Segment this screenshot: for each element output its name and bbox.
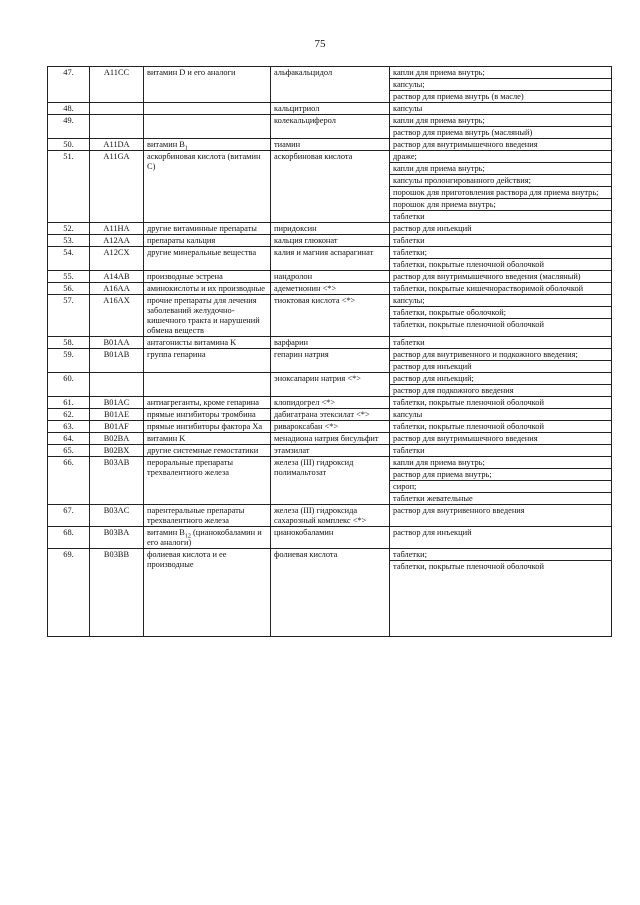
dosage-form-item: капсулы — [393, 410, 423, 419]
drug-name-cell: этамзилат — [271, 445, 390, 457]
row-number-cell: 57. — [48, 295, 90, 337]
table-row — [48, 349, 612, 373]
dosage-form-item: раствор для приема внутрь (в масле) — [393, 92, 524, 101]
group-text: прямые ингибиторы фактора Xa — [147, 422, 263, 431]
anatomic-group-cell — [144, 505, 271, 527]
row-number-cell: 68. — [48, 527, 90, 549]
group-text: группа гепарина — [147, 350, 206, 359]
table-row — [48, 115, 612, 139]
atc-code-cell: A12AA — [90, 235, 144, 247]
table-row — [48, 373, 612, 397]
dosage-forms-cell — [390, 103, 612, 115]
dosage-form-item: таблетки, покрытые пленочной оболочкой — [393, 260, 544, 269]
dosage-forms-cell — [390, 115, 612, 139]
drug-name-cell: фолиевая кислота — [271, 549, 390, 637]
group-text: другие системные гемостатики — [147, 446, 259, 455]
anatomic-group-cell — [144, 67, 271, 103]
table-row — [48, 235, 612, 247]
anatomic-group-cell — [144, 295, 271, 337]
dosage-forms-cell — [390, 283, 612, 295]
atc-code-cell: B03BA — [90, 527, 144, 549]
atc-code-cell: B01AE — [90, 409, 144, 421]
dosage-forms-cell — [390, 527, 612, 549]
anatomic-group-cell — [144, 247, 271, 271]
dosage-forms-cell — [390, 271, 612, 283]
atc-code-cell: A14AB — [90, 271, 144, 283]
group-text: витамин B — [147, 140, 185, 149]
drug-name-cell: калия и магния аспарагинат — [271, 247, 390, 271]
group-text: парентеральные препараты трехвалентного железа — [147, 506, 245, 525]
drug-name-cell: кальцитриол — [271, 103, 390, 115]
anatomic-group-cell — [144, 223, 271, 235]
row-number-cell: 64. — [48, 433, 90, 445]
dosage-form-item: сироп; — [390, 481, 611, 493]
drug-name-cell: дабигатрана этексилат <*> — [271, 409, 390, 421]
table-row — [48, 505, 612, 527]
dosage-form-item: таблетки, покрытые кишечнорастворимой оболочкой — [393, 284, 584, 293]
dosage-form-item: таблетки, покрытые пленочной оболочкой — [393, 422, 544, 431]
dosage-forms-cell — [390, 457, 612, 505]
dosage-forms-cell — [390, 421, 612, 433]
table-row — [48, 223, 612, 235]
drug-name-cell: альфакальцидол — [271, 67, 390, 103]
dosage-forms-cell — [390, 247, 612, 271]
dosage-form-item: таблетки жевательные — [393, 494, 473, 503]
row-number-cell: 66. — [48, 457, 90, 505]
anatomic-group-cell — [144, 397, 271, 409]
group-subscript: 12 — [184, 533, 191, 540]
dosage-form-item: раствор для инъекций — [393, 362, 472, 371]
dosage-form-item: порошок для приготовления раствора для приема внутрь; — [390, 187, 611, 199]
group-text: антиагреганты, кроме гепарина — [147, 398, 260, 407]
dosage-forms-cell — [390, 295, 612, 337]
group-text: прочие препараты для лечения заболеваний желудочно-кишечного тракта и нарушений обмена веществ — [147, 296, 260, 335]
row-number-cell: 49. — [48, 115, 90, 139]
dosage-form-item: таблетки; — [390, 549, 611, 561]
dosage-forms-cell — [390, 223, 612, 235]
row-number-cell: 58. — [48, 337, 90, 349]
table-row — [48, 271, 612, 283]
dosage-forms-cell — [390, 139, 612, 151]
page-number: 75 — [314, 38, 326, 50]
dosage-forms-cell — [390, 373, 612, 397]
group-text: витамин D и его аналоги — [147, 68, 236, 77]
drug-name-cell: менадиона натрия бисульфит — [271, 433, 390, 445]
row-number-cell: 51. — [48, 151, 90, 223]
group-text: аминокислоты и их производные — [147, 284, 265, 293]
drug-name-cell: цианокобаламин — [271, 527, 390, 549]
row-number-cell: 53. — [48, 235, 90, 247]
dosage-form-item: таблетки — [393, 446, 425, 455]
row-number-cell: 60. — [48, 373, 90, 397]
atc-code-cell: A12CX — [90, 247, 144, 271]
dosage-form-item: таблетки — [393, 338, 425, 347]
table-row — [48, 337, 612, 349]
anatomic-group-cell — [144, 235, 271, 247]
drug-name-cell: железа (III) гидроксид полимальтозат — [271, 457, 390, 505]
dosage-forms-cell — [390, 151, 612, 223]
anatomic-group-cell — [144, 409, 271, 421]
atc-code-cell: B01AF — [90, 421, 144, 433]
table-row — [48, 457, 612, 505]
table-row — [48, 549, 612, 637]
atc-code-cell: B03AC — [90, 505, 144, 527]
anatomic-group-cell — [144, 433, 271, 445]
table-row — [48, 433, 612, 445]
drug-name-cell: тиамин — [271, 139, 390, 151]
dosage-form-item: раствор для внутримышечного введения — [393, 140, 538, 149]
group-text: препараты кальция — [147, 236, 216, 245]
anatomic-group-cell — [144, 527, 271, 549]
drug-name-cell: эноксапарин натрия <*> — [271, 373, 390, 397]
drug-name-cell: железа (III) гидроксида сахарозный комплекс <*> — [271, 505, 390, 527]
group-text: производные эстрена — [147, 272, 223, 281]
dosage-form-item: таблетки; — [390, 247, 611, 259]
atc-code-cell: B03BB — [90, 549, 144, 637]
drug-name-cell: кальция глюконат — [271, 235, 390, 247]
row-number-cell: 56. — [48, 283, 90, 295]
atc-code-cell: A11DA — [90, 139, 144, 151]
dosage-form-item: раствор для подкожного введения — [393, 386, 514, 395]
dosage-form-item: капсулы пролонгированного действия; — [390, 175, 611, 187]
drug-name-cell: нандролон — [271, 271, 390, 283]
anatomic-group-cell — [144, 151, 271, 223]
dosage-forms-cell — [390, 505, 612, 527]
anatomic-group-cell — [144, 373, 271, 397]
atc-code-cell — [90, 103, 144, 115]
atc-code-cell: A11CC — [90, 67, 144, 103]
dosage-form-item: раствор для инъекций — [393, 224, 472, 233]
dosage-form-item: капсулы — [393, 104, 423, 113]
row-number-cell: 65. — [48, 445, 90, 457]
anatomic-group-cell — [144, 283, 271, 295]
group-text: антагонисты витамина K — [147, 338, 237, 347]
dosage-forms-cell — [390, 445, 612, 457]
dosage-form-item: драже; — [390, 151, 611, 163]
drug-name-cell: гепарин натрия — [271, 349, 390, 373]
anatomic-group-cell — [144, 549, 271, 637]
dosage-form-item: капсулы; — [390, 295, 611, 307]
dosage-forms-cell — [390, 549, 612, 637]
dosage-forms-cell — [390, 235, 612, 247]
dosage-forms-cell — [390, 67, 612, 103]
dosage-form-item: раствор для инъекций — [393, 528, 472, 537]
drug-name-cell: колекальциферол — [271, 115, 390, 139]
row-number-cell: 50. — [48, 139, 90, 151]
dosage-form-item: таблетки, покрытые пленочной оболочкой — [393, 320, 544, 329]
dosage-form-item: таблетки, покрытые пленочной оболочкой — [393, 398, 544, 407]
dosage-form-item: таблетки — [393, 236, 425, 245]
drug-name-cell: варфарин — [271, 337, 390, 349]
group-text: другие минеральные вещества — [147, 248, 257, 257]
drug-name-cell: ривароксабан <*> — [271, 421, 390, 433]
group-text: фолиевая кислота и ее производные — [147, 550, 227, 569]
dosage-forms-cell — [390, 409, 612, 421]
table-row — [48, 445, 612, 457]
dosage-form-item: таблетки, покрытые пленочной оболочкой — [393, 562, 544, 571]
dosage-form-item: раствор для внутримышечного введения — [393, 434, 538, 443]
dosage-form-item: капли для приема внутрь; — [390, 457, 611, 469]
anatomic-group-cell — [144, 457, 271, 505]
dosage-form-item: таблетки — [393, 212, 425, 221]
anatomic-group-cell — [144, 115, 271, 139]
dosage-form-item: раствор для приема внутрь; — [390, 469, 611, 481]
atc-code-cell: B02BX — [90, 445, 144, 457]
dosage-form-item: порошок для приема внутрь; — [390, 199, 611, 211]
dosage-form-item: капсулы; — [390, 79, 611, 91]
row-number-cell: 62. — [48, 409, 90, 421]
anatomic-group-cell — [144, 421, 271, 433]
group-text: пероральные препараты трехвалентного железа — [147, 458, 234, 477]
table-row — [48, 67, 612, 103]
dosage-forms-cell — [390, 433, 612, 445]
row-number-cell: 55. — [48, 271, 90, 283]
atc-code-cell: A16AX — [90, 295, 144, 337]
anatomic-group-cell — [144, 349, 271, 373]
atc-code-cell: B01AA — [90, 337, 144, 349]
anatomic-group-cell — [144, 445, 271, 457]
row-number-cell: 61. — [48, 397, 90, 409]
dosage-form-item: капли для приема внутрь; — [390, 67, 611, 79]
atc-code-cell: A16AA — [90, 283, 144, 295]
dosage-form-item: раствор для внутривенного введения — [393, 506, 525, 515]
table-row — [48, 527, 612, 549]
anatomic-group-cell — [144, 139, 271, 151]
atc-code-cell: B01AB — [90, 349, 144, 373]
anatomic-group-cell — [144, 103, 271, 115]
group-text: прямые ингибиторы тромбина — [147, 410, 256, 419]
table-row — [48, 151, 612, 223]
row-number-cell: 63. — [48, 421, 90, 433]
table-row — [48, 409, 612, 421]
atc-code-cell — [90, 373, 144, 397]
atc-code-cell: B01AC — [90, 397, 144, 409]
anatomic-group-cell — [144, 271, 271, 283]
row-number-cell: 54. — [48, 247, 90, 271]
group-tail-text: (цианокобаламин и его аналоги) — [147, 528, 262, 547]
dosage-forms-cell — [390, 349, 612, 373]
dosage-form-item: раствор для внутривенного и подкожного введения; — [390, 349, 611, 361]
table-row — [48, 247, 612, 271]
table-row — [48, 103, 612, 115]
dosage-form-item: раствор для инъекций; — [390, 373, 611, 385]
drug-name-cell: адеметионин <*> — [271, 283, 390, 295]
anatomic-group-cell — [144, 337, 271, 349]
row-number-cell: 47. — [48, 67, 90, 103]
row-number-cell: 52. — [48, 223, 90, 235]
atc-code-cell: A11GA — [90, 151, 144, 223]
group-text: витамин B — [147, 528, 185, 537]
group-text: витамин K — [147, 434, 186, 443]
dosage-form-item: капли для приема внутрь; — [390, 115, 611, 127]
dosage-form-item: раствор для внутримышечного введения (масляный) — [393, 272, 581, 281]
atc-code-cell: B03AB — [90, 457, 144, 505]
atc-code-cell: A11HA — [90, 223, 144, 235]
drug-name-cell: аскорбиновая кислота — [271, 151, 390, 223]
drug-list-table — [47, 66, 612, 637]
row-number-cell: 59. — [48, 349, 90, 373]
drug-name-cell: пиридоксин — [271, 223, 390, 235]
row-number-cell: 48. — [48, 103, 90, 115]
table-row — [48, 139, 612, 151]
dosage-form-item: капли для приема внутрь; — [390, 163, 611, 175]
group-subscript: 1 — [184, 145, 188, 152]
dosage-forms-cell — [390, 337, 612, 349]
dosage-form-item: раствор для приема внутрь (масляный) — [393, 128, 533, 137]
atc-code-cell — [90, 115, 144, 139]
table-row — [48, 397, 612, 409]
group-text: аскорбиновая кислота (витамин C) — [147, 152, 261, 171]
dosage-forms-cell — [390, 397, 612, 409]
table-row — [48, 295, 612, 337]
drug-name-cell: клопидогрел <*> — [271, 397, 390, 409]
atc-code-cell: B02BA — [90, 433, 144, 445]
dosage-form-item: таблетки, покрытые оболочкой; — [390, 307, 611, 319]
table-row — [48, 421, 612, 433]
table-row — [48, 283, 612, 295]
drug-name-cell: тиоктовая кислота <*> — [271, 295, 390, 337]
group-text: другие витаминные препараты — [147, 224, 257, 233]
row-number-cell: 69. — [48, 549, 90, 637]
row-number-cell: 67. — [48, 505, 90, 527]
